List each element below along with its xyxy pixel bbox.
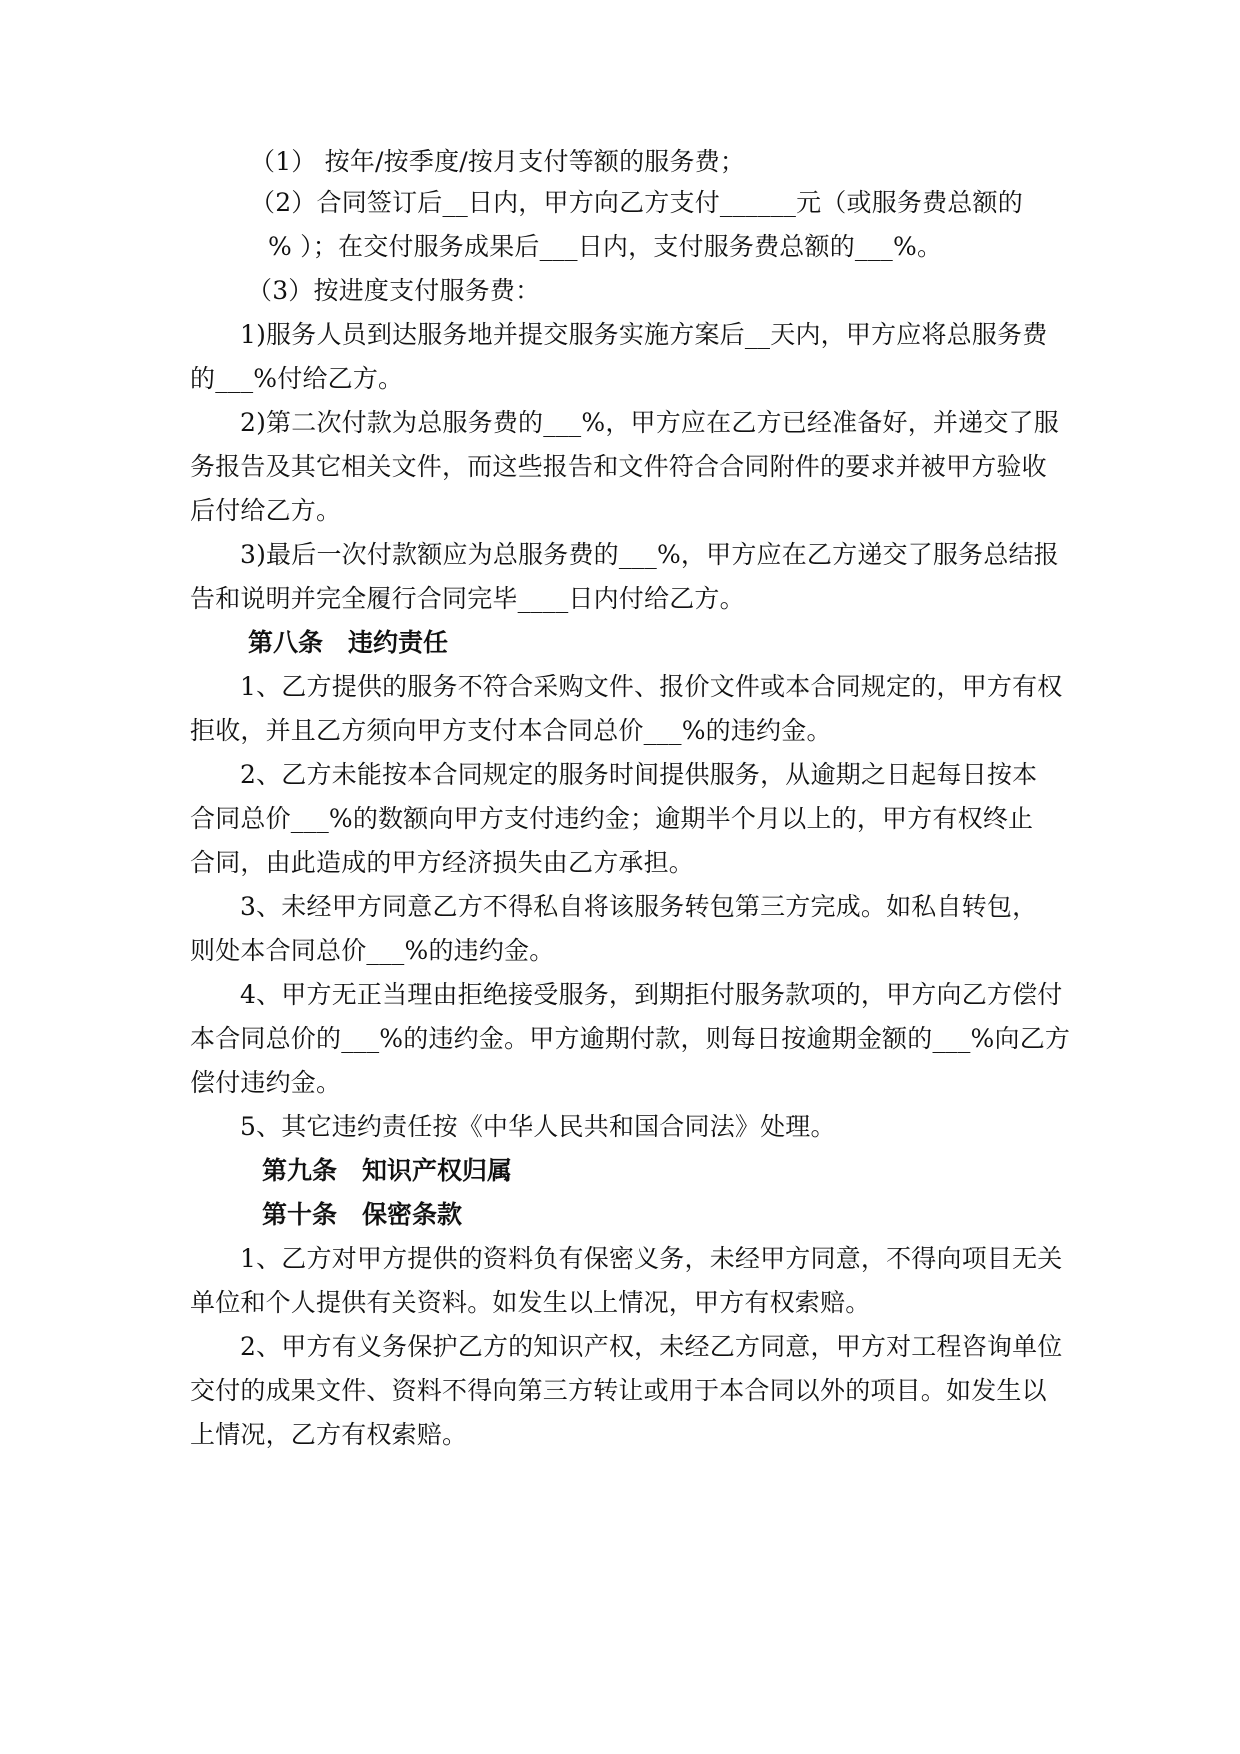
liability-3-line-1: 3、未经甲方同意乙方不得私自将该服务转包第三方完成。如私自转包， — [240, 892, 1038, 921]
article-10-heading: 第十条 保密条款 — [262, 1200, 463, 1229]
progress-payment-2-line-3: 后付给乙方。 — [190, 496, 342, 525]
progress-payment-2-line-2: 务报告及其它相关文件，而这些报告和文件符合合同附件的要求并被甲方验收 — [190, 452, 1047, 481]
liability-4-line-2: 本合同总价的___%的违约金。甲方逾期付款，则每日按逾期金额的___%向乙方 — [190, 1024, 1071, 1053]
confidentiality-1-line-1: 1、乙方对甲方提供的资料负有保密义务，未经甲方同意，不得向项目无关 — [240, 1244, 1063, 1273]
confidentiality-1-line-2: 单位和个人提供有关资料。如发生以上情况，甲方有权索赔。 — [190, 1288, 871, 1317]
article-8-heading: 第八条 违约责任 — [248, 628, 449, 657]
payment-option-2-line-1: （2）合同签订后__日内，甲方向乙方支付______元（或服务费总额的 — [250, 188, 1023, 217]
confidentiality-2-line-2: 交付的成果文件、资料不得向第三方转让或用于本合同以外的项目。如发生以 — [190, 1376, 1047, 1405]
progress-payment-3-line-1: 3)最后一次付款额应为总服务费的___%，甲方应在乙方递交了服务总结报 — [240, 540, 1059, 569]
liability-4-line-3: 偿付违约金。 — [190, 1068, 342, 1097]
liability-4-line-1: 4、甲方无正当理由拒绝接受服务，到期拒付服务款项的，甲方向乙方偿付 — [240, 980, 1063, 1009]
payment-option-2-line-2: % ）；在交付服务成果后___日内，支付服务费总额的___%。 — [268, 232, 943, 261]
liability-3-line-2: 则处本合同总价___%的违约金。 — [190, 936, 555, 965]
liability-2-line-2: 合同总价___%的数额向甲方支付违约金；逾期半个月以上的，甲方有权终止 — [190, 804, 1034, 833]
progress-payment-1-line-2: 的___%付给乙方。 — [190, 364, 404, 393]
liability-5: 5、其它违约责任按《中华人民共和国合同法》处理。 — [240, 1112, 836, 1141]
liability-2-line-1: 2、乙方未能按本合同规定的服务时间提供服务，从逾期之日起每日按本 — [240, 760, 1038, 789]
confidentiality-2-line-3: 上情况，乙方有权索赔。 — [190, 1420, 468, 1449]
article-9-heading: 第九条 知识产权归属 — [262, 1156, 513, 1185]
confidentiality-2-line-1: 2、甲方有义务保护乙方的知识产权，未经乙方同意，甲方对工程咨询单位 — [240, 1332, 1063, 1361]
progress-payment-1-line-1: 1)服务人员到达服务地并提交服务实施方案后__天内，甲方应将总服务费 — [240, 320, 1048, 349]
liability-1-line-2: 拒收，并且乙方须向甲方支付本合同总价___%的违约金。 — [190, 716, 832, 745]
payment-option-3: （3）按进度支付服务费： — [247, 276, 541, 305]
liability-1-line-1: 1、乙方提供的服务不符合采购文件、报价文件或本合同规定的，甲方有权 — [240, 672, 1063, 701]
progress-payment-3-line-2: 告和说明并完全履行合同完毕____日内付给乙方。 — [190, 584, 745, 613]
liability-2-line-3: 合同，由此造成的甲方经济损失由乙方承担。 — [190, 848, 695, 877]
payment-option-1: （1） 按年/按季度/按月支付等额的服务费； — [250, 147, 746, 176]
progress-payment-2-line-1: 2)第二次付款为总服务费的___%，甲方应在乙方已经准备好，并递交了服 — [240, 408, 1059, 437]
